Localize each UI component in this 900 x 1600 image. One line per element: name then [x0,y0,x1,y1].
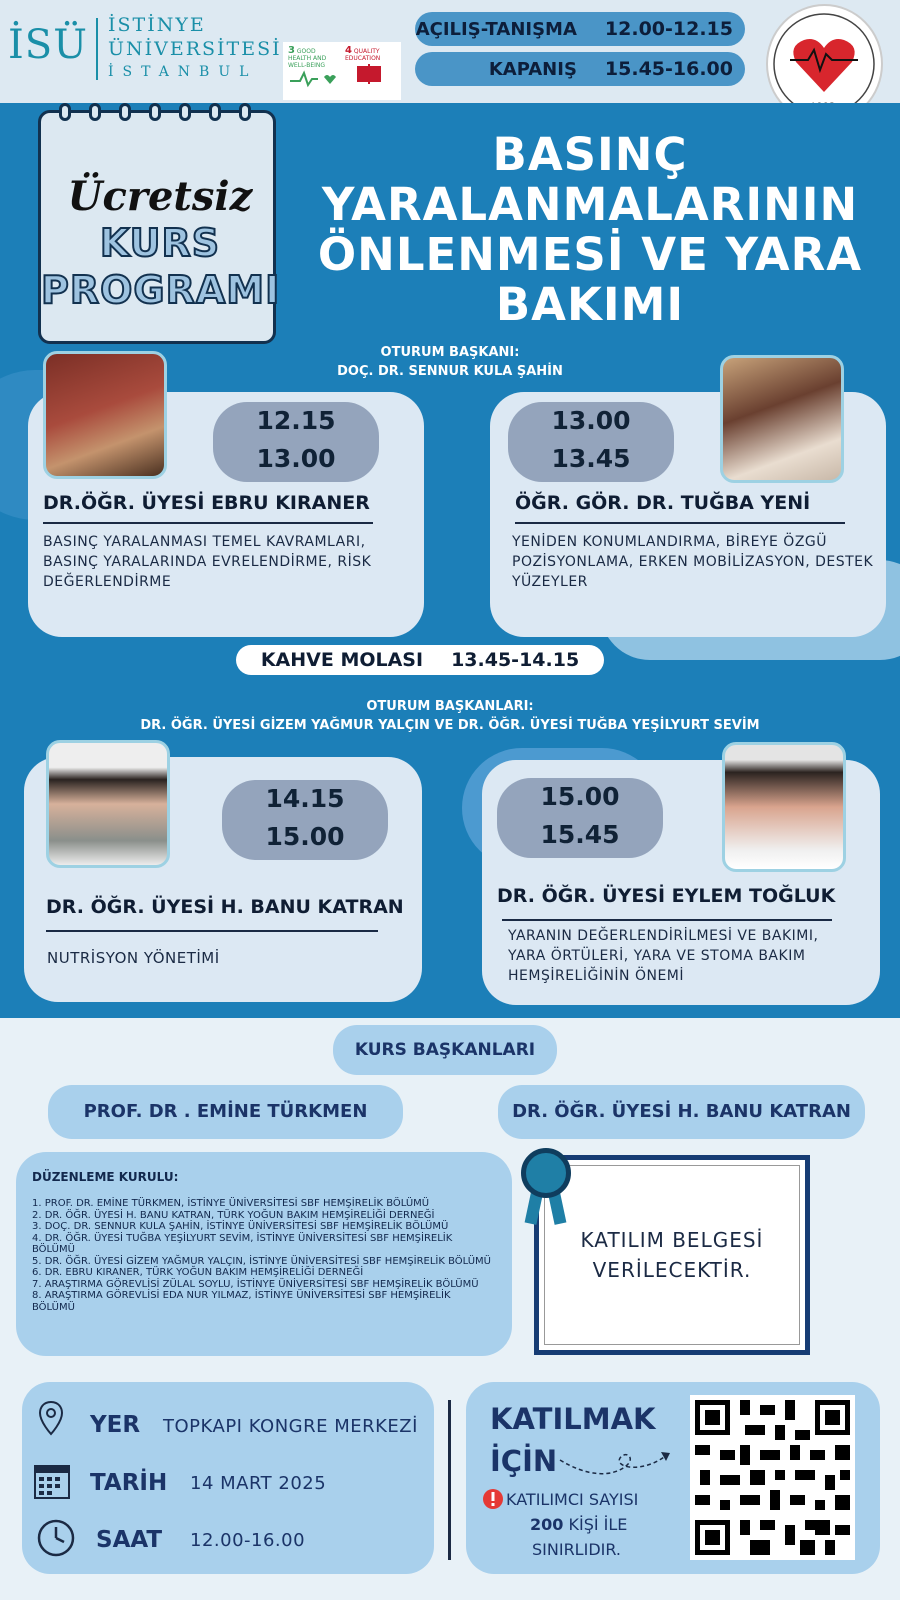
underline [502,919,832,921]
join-note-3: SINIRLIDIR. [532,1540,621,1559]
talk-end-1: 13.00 [256,444,336,473]
opening-pill [415,12,745,46]
opening-time: 12.00-12.15 [604,18,733,40]
info-divider [448,1400,451,1560]
title-line-4: BAKIMI [495,278,685,331]
talk-topic-2: YENİDEN KONUMLANDIRMA, BİREYE ÖZGÜ POZİSYONLAMA, ERKEN MOBİLİZASYON, DESTEK YÜZEYLER [512,534,874,590]
talk-end-2: 13.45 [551,444,631,473]
committee-member: 3. DOÇ. DR. SENNUR KULA ŞAHİN, İSTİNYE ÜNİVERSİTESİ SBF HEMŞİRELİK BÖLÜMÜ [32,1221,449,1232]
coffee-label: KAHVE MOLASI [260,649,424,671]
clock-icon [36,1518,76,1558]
talk-time-4 [497,778,663,858]
underline [43,522,373,524]
talk-topic-4: YARANIN DEĞERLENDİRİLMESİ VE BAKIMI, YARA ÖRTÜLERİ, YARA VE STOMA BAKIM HEMŞİRELİĞİNİN ÖNEMİ [508,928,819,984]
chair-2: DR. ÖĞR. ÜYESİ H. BANU KATRAN [498,1085,865,1139]
logo-line-3: İSTANBUL [108,64,258,80]
committee-member: 1. PROF. DR. EMİNE TÜRKMEN, İSTİNYE ÜNİVERSİTESİ SBF HEMŞİRELİK BÖLÜMÜ [32,1198,430,1209]
notepad-program: PROGRAMI [41,268,281,312]
place-label: YER [90,1412,141,1438]
committee-member: 6. DR. EBRU KIRANER, TÜRK YOĞUN BAKIM HEMŞİRELİĞİ DERNEĞİ [32,1267,364,1278]
talk-end-4: 15.45 [540,820,620,849]
committee-member: 7. ARAŞTIRMA GÖREVLİSİ ZÜLAL SOYLU, İSTİNYE ÜNİVERSİTESİ SBF HEMŞİRELİK BÖLÜMÜ [32,1278,479,1290]
session2-head-name: DR. ÖĞR. ÜYESİ GİZEM YAĞMUR YALÇIN VE DR. ÖĞR. ÜYESİ TUĞBA YEŞİLYURT SEVİM [140,718,760,733]
time-value: 12.00-16.00 [190,1530,306,1551]
committee-member: 5. DR. ÖĞR. ÜYESİ GİZEM YAĞMUR YALÇIN, İSTİNYE ÜNİVERSİTESİ SBF HEMŞİRELİK BÖLÜMÜ [32,1255,491,1267]
certificate-frame [534,1155,810,1355]
speaker-name-3: DR. ÖĞR. ÜYESİ H. BANU KATRAN [46,896,404,918]
join-line-2: İÇİN [490,1444,558,1478]
place-value: TOPKAPI KONGRE MERKEZİ [163,1416,418,1437]
underline [46,930,378,932]
sdg3-number: 3 [288,45,295,56]
underline [515,522,845,524]
warning-icon [482,1488,504,1510]
talk-topic-1: BASINÇ YARALANMASI TEMEL KAVRAMLARI, BASINÇ YARALARINDA EVRELENDİRME, RİSK DEĞERLENDİRME [43,534,372,590]
book-icon [345,62,393,86]
talk-end-3: 15.00 [265,822,345,851]
sdg-logos [283,42,401,100]
session1-head-label: OTURUM BAŞKANI: [380,345,520,360]
closing-pill [415,52,745,86]
certificate-line-2: VERİLECEKTİR. [592,1258,752,1282]
sdg3-text: GOOD HEALTH AND WELL-BEING [288,48,327,69]
opening-label: AÇILIŞ-TANIŞMA [415,18,577,40]
session1-head-name: DOÇ. DR. SENNUR KULA ŞAHİN [337,364,563,379]
join-note-2 [530,1515,627,1534]
speaker-name-4: DR. ÖĞR. ÜYESİ EYLEM TOĞLUK [497,885,836,907]
committee-title: DÜZENLEME KURULU: [32,1170,179,1184]
talk-time-1 [213,402,379,482]
title-line-2: YARALANMALARININ [321,178,859,231]
certificate-line-1: KATILIM BELGESİ [580,1228,764,1252]
speaker-photo-3 [46,740,170,868]
committee-member: 4. DR. ÖĞR. ÜYESİ TUĞBA YEŞİLYURT SEVİM, İSTİNYE ÜNİVERSİTESİ SBF HEMŞİRELİK BÖLÜMÜ [32,1232,453,1255]
closing-label: KAPANIŞ [488,58,577,80]
chair-1: PROF. DR . EMİNE TÜRKMEN [48,1085,403,1139]
title-line-1: BASINÇ [492,128,688,181]
participant-limit: 200 [530,1515,564,1534]
time-label: SAAT [96,1527,163,1553]
qr-code[interactable] [690,1395,855,1560]
coffee-time: 13.45-14.15 [451,649,580,671]
dashed-arrow-icon [556,1440,676,1480]
notepad-free: Ücretsiz [67,173,253,220]
talk-start-4: 15.00 [540,782,620,811]
sdg4-number: 4 [345,45,352,56]
talk-start-3: 14.15 [265,784,345,813]
speaker-name-2: ÖĞR. GÖR. DR. TUĞBA YENİ [515,492,811,514]
sdg4-logo [343,45,397,97]
calendar-icon [33,1460,71,1500]
committee-member: 8. ARAŞTIRMA GÖREVLİSİ EDA NUR YILMAZ, İSTİNYE ÜNİVERSİTESİ SBF HEMŞİRELİK BÖLÜMÜ [32,1290,451,1313]
location-pin-icon [38,1400,64,1440]
notepad-course: KURS [99,221,221,265]
organizing-committee [16,1152,512,1356]
certificate-text [544,1165,800,1345]
talk-time-2 [508,402,674,482]
coffee-break [236,645,604,675]
speaker-photo-2 [720,355,844,483]
talk-time-3 [222,780,388,860]
logo-line-1: İSTİNYE [108,14,206,36]
logo-isu: İSÜ [8,22,88,68]
speaker-name-1: DR.ÖĞR. ÜYESİ EBRU KIRANER [43,492,370,514]
talk-start-2: 13.00 [551,406,631,435]
join-note-1: KATILIMCI SAYISI [506,1490,639,1509]
logo-divider [96,18,98,80]
page-title [290,130,890,330]
rosette-icon [521,1148,571,1198]
session2-head-label: OTURUM BAŞKANLARI: [366,699,534,714]
heartbeat-icon [288,69,336,89]
sdg3-logo [286,45,340,97]
closing-time: 15.45-16.00 [604,58,733,80]
free-course-notepad [38,110,281,344]
speaker-photo-4 [722,742,846,872]
committee-member: 2. DR. ÖĞR. ÜYESİ H. BANU KATRAN, TÜRK YOĞUN BAKIM HEMŞİRELİĞİ DERNEĞİ [32,1209,435,1221]
date-label: TARİH [90,1470,168,1496]
session2-head [0,697,900,735]
talk-topic-3: NUTRİSYON YÖNETİMİ [47,949,220,967]
qr-code-image [690,1395,855,1560]
speaker-photo-1 [43,351,167,479]
date-value: 14 MART 2025 [190,1473,327,1494]
sdg4-text: QUALITY EDUCATION [345,48,381,62]
talk-start-1: 12.15 [256,406,336,435]
committee-list [32,1198,496,1313]
chairs-title: KURS BAŞKANLARI [333,1025,557,1075]
join-line-1: KATILMAK [490,1402,656,1436]
logo-line-2: ÜNİVERSİTESİ [108,38,282,60]
title-line-3: ÖNLENMESİ VE YARA [317,228,863,281]
join-note-2-text: KİŞİ İLE [563,1515,628,1534]
